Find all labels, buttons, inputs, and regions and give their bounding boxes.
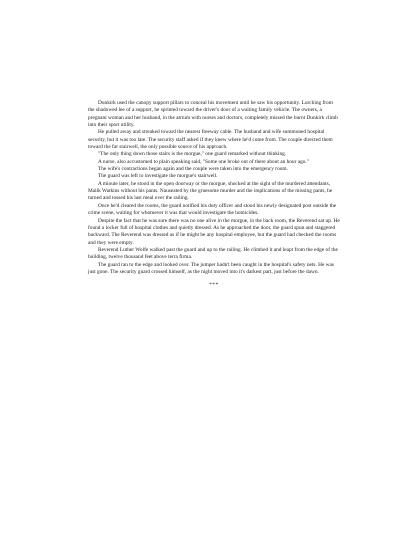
paragraph: A minute later, he stood in the open doorway or the morgue, shocked at the sight of the murdered attendants, Malik Watkins without his pants. Nauseated by the gruesome murder and the implications of the missing pants, he turned and tossed his last meal over the railing. [88, 180, 333, 202]
paragraph: The wife's contractions began again and the couple were taken into the emergency room. [98, 166, 288, 173]
paragraph: Reverend Luther Wolfe walked past the guard and up to the railing. He climbed it and leapt from the edge of the building, twelve thousand feet above terra firma. [88, 246, 338, 261]
paragraph: Once he'd cleared the rooms, the guard notified his duty officer and stood his newly designated post outside the crime scene, waiting for whomever it was that would investigate the homicides. [88, 202, 337, 217]
story-text [88, 100, 340, 290]
paragraph: Dunkirk used the canopy support pillars to conceal his movement until he saw his opportunity. Lurching from the shadowed lee of a support, he sprinted toward the driver's door of a waiting family vehicle. The owners, a pregnant woman and her husband, in the atrium with nurses and doctors, completely missed the burnt Dunkirk climb into their sport utility. [88, 100, 338, 129]
paragraph: Despite the fact that he was sure there was no one alive in the morgue, in the back room, the Reverend sat up. He found a locker full of hospital clothes and quietly dressed. As he approached the door, the guard spun and staggered backward. The Reverend was dressed as if he might be any hospital employee, but the guard had checked the rooms and they were empty. [88, 217, 340, 246]
section-separator: *** [209, 282, 219, 289]
paragraph: The guard ran to the edge and looked over. The jumper hadn't been caught in the hospital's safety nets. He was just gone. The security guard crossed himself, as the night moved into it's darkest part, just before the dawn. [88, 261, 334, 275]
paragraph: "The only thing down those stairs is the morgue," one guard remarked without thinking. [98, 151, 287, 158]
paragraph: The guard was left to investigate the morgue's stairwell. [98, 173, 218, 180]
paragraph: He pulled away and streaked toward the nearest freeway cable. The husband and wife summoned hospital security, but it was too late. The security staff asked if they knew where he'd come from. The couple directed them toward the far stairwell, the only possible source of his approach. [88, 129, 333, 151]
paragraph: A nurse, also accustomed to plain speaking said, "Some one broke out of there about an hour ago." [98, 158, 309, 165]
